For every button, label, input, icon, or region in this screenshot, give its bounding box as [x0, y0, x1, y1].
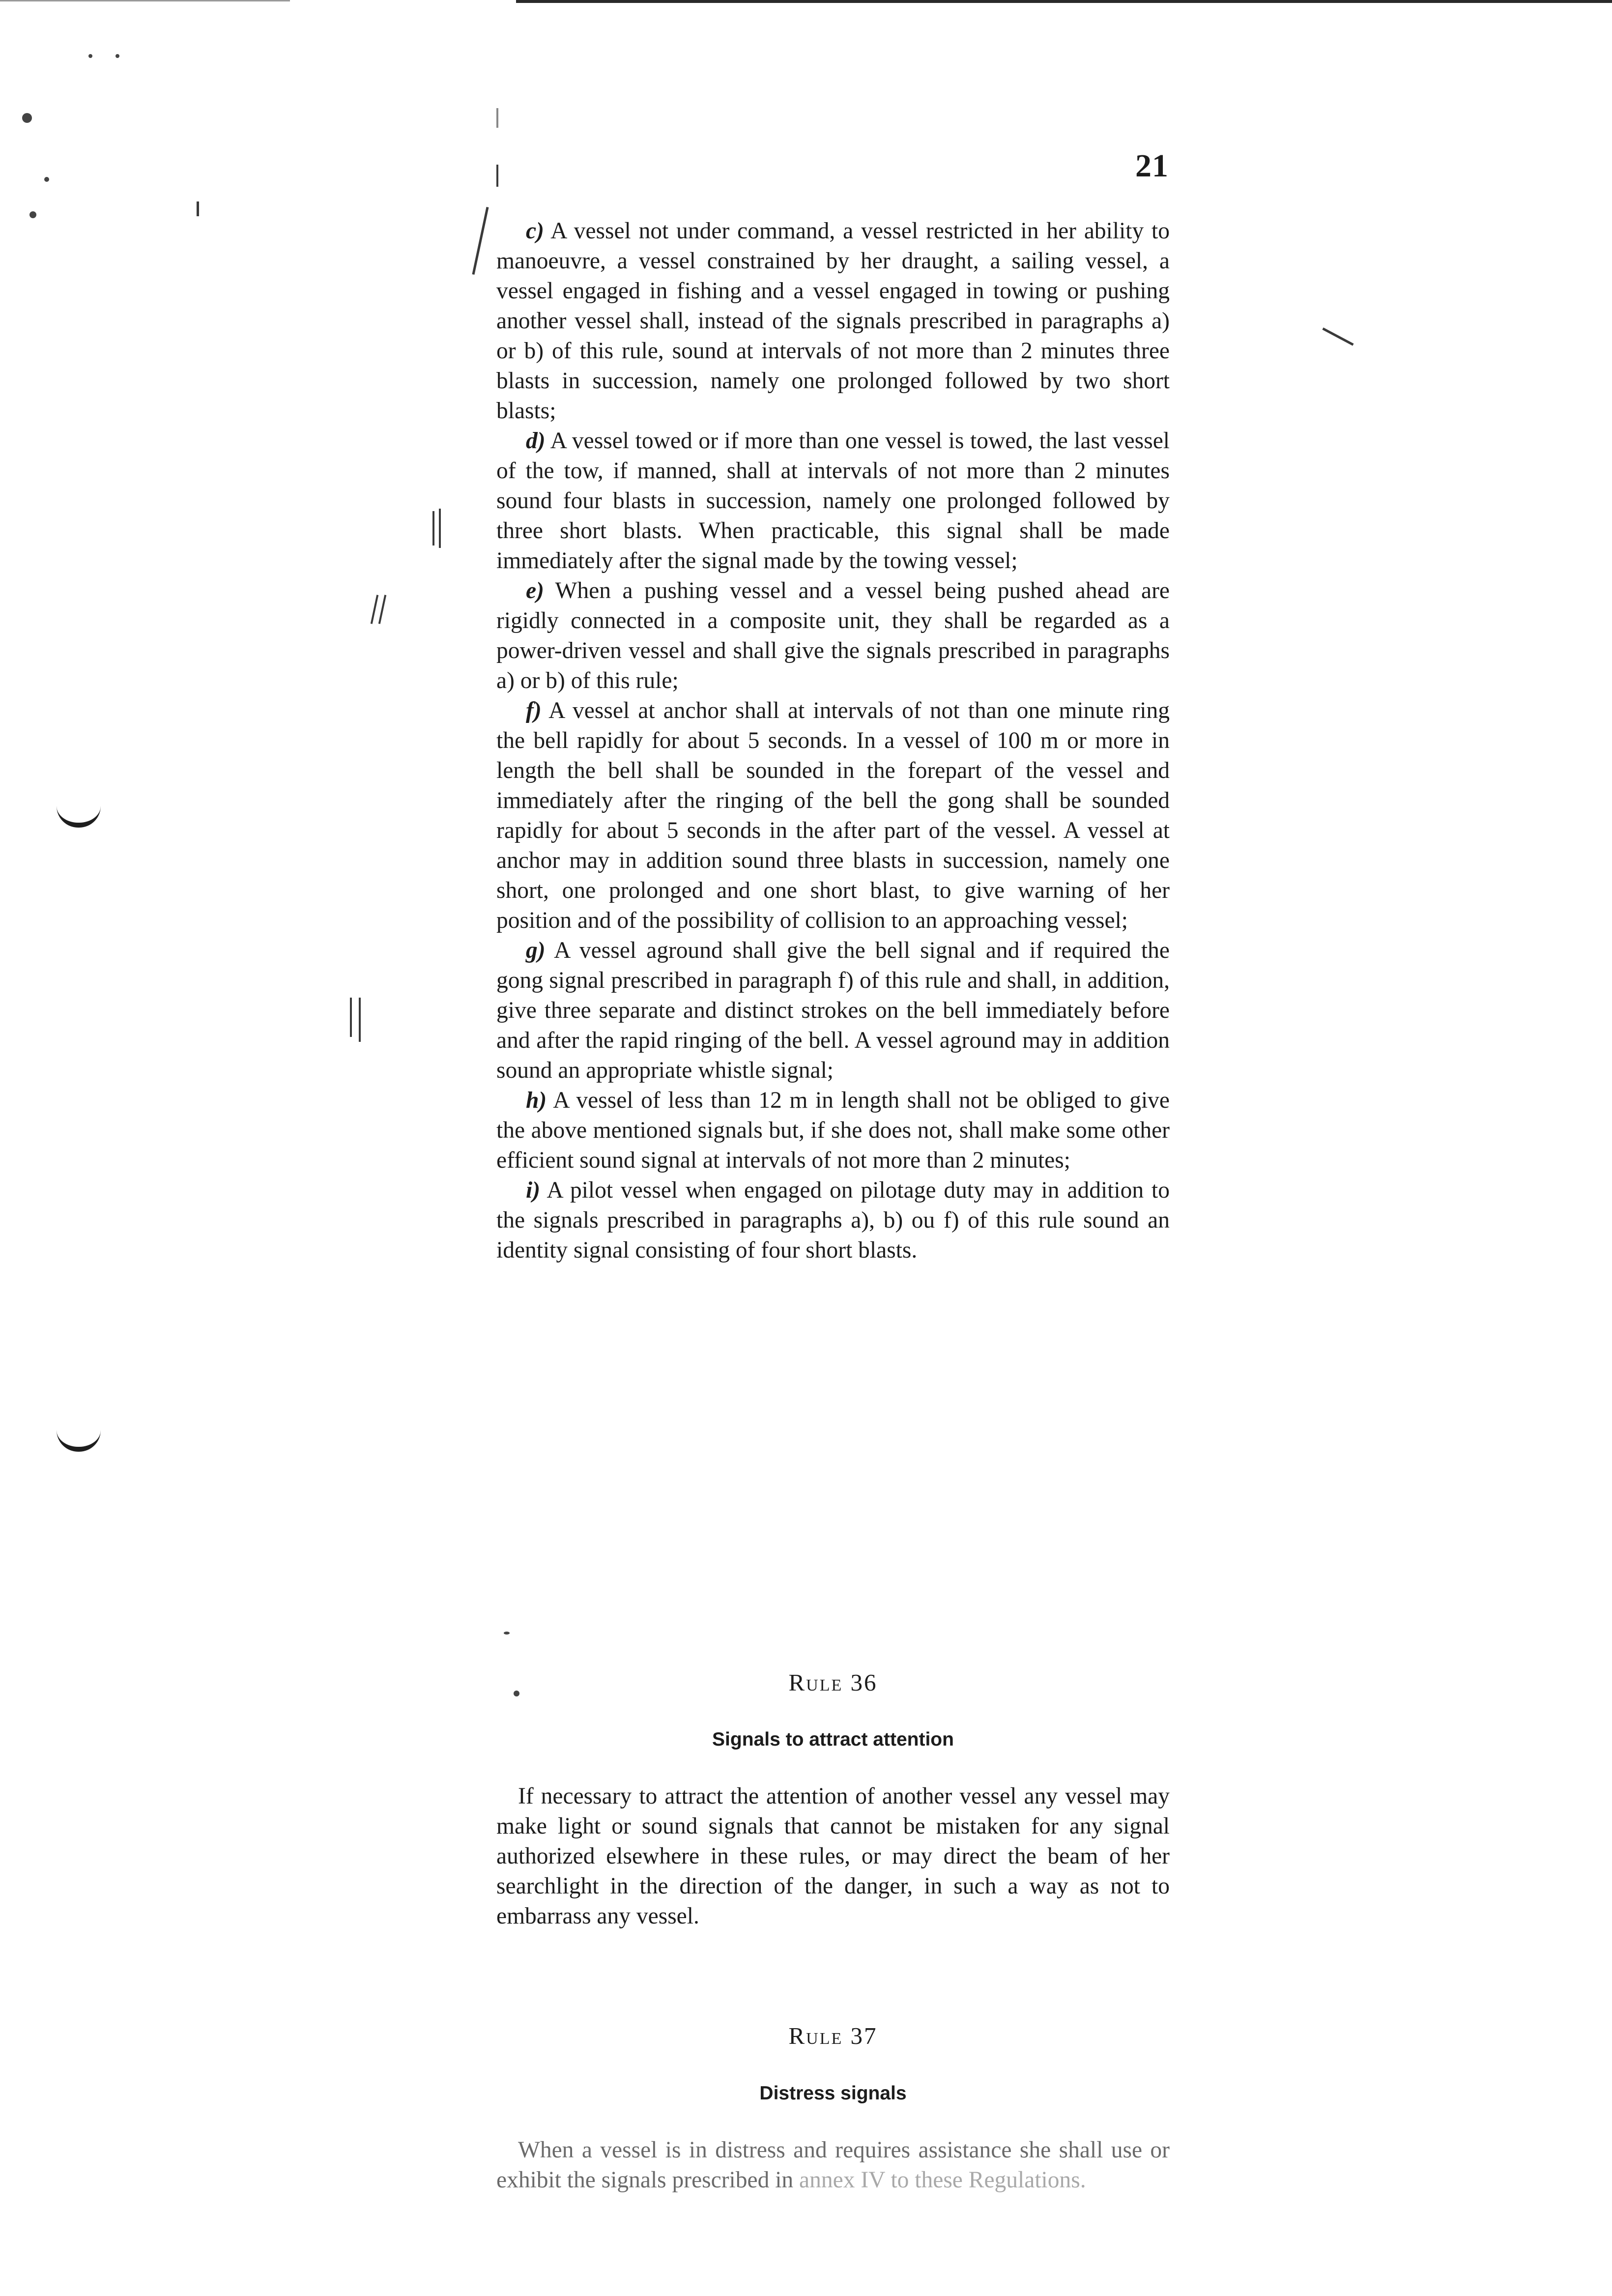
scan-artifact-mark — [371, 595, 378, 624]
scan-artifact-dot — [44, 177, 49, 182]
paragraph-h — [496, 1086, 1170, 1176]
paragraph-g — [496, 936, 1170, 1086]
paragraph-text: A vessel at anchor shall at intervals of not than one minute ring the bell rapidly for about 5 seconds. In a vessel of 100 m or more in length the bell shall be sounded in the forepart of the vessel and immediately after the ringing of the bell the gong shall be sounded rapidly for about 5 seconds in the after part of the vessel. A vessel at anchor may in addition sound three blasts in succession, namely one short, one prolonged and one short blast, to give warning of her position and of the possibility of collision to an approaching vessel; — [496, 698, 1170, 933]
scan-edge-top — [516, 0, 1612, 3]
scan-artifact-dot — [29, 211, 36, 218]
rule-36-text: If necessary to attract the attention of another vessel any vessel may make light or sound signals that cannot be mistaken for any signal authorized elsewhere in these rules, or may direct the beam of her searchlight in the direction of the danger, in such a way as not to embarrass any vessel. — [496, 1783, 1170, 1929]
paragraph-text: A vessel towed or if more than one vessel is towed, the last vessel of the tow, if manned, shall at intervals of not more than 2 minutes sound four blasts in succession, namely one prolonged followed by three short blasts. When practicable, this signal shall be made immediately after the signal made by the towing vessel; — [496, 428, 1170, 574]
scan-artifact-dot — [115, 54, 119, 58]
scan-artifact-mark — [432, 511, 434, 545]
scan-artifact-dot — [514, 1691, 519, 1696]
paragraph-label: c) — [526, 218, 544, 244]
scan-artifact-mark — [496, 108, 498, 128]
rule-36-heading: Rule 36 — [788, 1669, 878, 1696]
paragraph-f — [496, 696, 1170, 936]
scan-artifact-mark — [359, 998, 361, 1042]
scan-artifact-mark — [496, 165, 498, 187]
scan-edge-left — [0, 0, 290, 1]
scan-artifact-mark — [350, 998, 352, 1037]
paragraph-label: e) — [526, 578, 544, 603]
scan-artifact-curve — [57, 806, 101, 828]
paragraph-text: A vessel not under command, a vessel restricted in her ability to manoeuvre, a vessel constrained by her draught, a sailing vessel, a vessel engaged in fishing and a vessel engaged in towing or pushing another vessel shall, instead of the signals prescribed in paragraphs a) or b) of this rule, sound at intervals of not more than 2 minutes three blasts in succession, namely one prolonged followed by two short blasts; — [496, 218, 1170, 424]
rule-37-text-visible: When a vessel is in distress and requires assistance she shall use or exhibit the signals prescribed in — [496, 2137, 1170, 2193]
paragraph-label: h) — [526, 1088, 547, 1113]
scan-artifact-mark — [439, 509, 441, 548]
rule-37-text — [496, 2135, 1170, 2195]
rule-37-subtitle: Distress signals — [759, 2083, 907, 2104]
scan-artifact-dot — [22, 113, 32, 123]
scan-artifact-dot — [88, 54, 92, 58]
paragraph-d — [496, 426, 1170, 576]
paragraph-label: d) — [526, 428, 546, 454]
paragraph-label: g) — [526, 938, 546, 963]
page-number: 21 — [1135, 148, 1169, 184]
scan-artifact-mark — [1322, 327, 1353, 345]
paragraph-i — [496, 1176, 1170, 1265]
paragraph-label: f) — [526, 698, 542, 723]
scan-artifact-dot — [504, 1632, 510, 1635]
paragraph-text: A vessel of less than 12 m in length shall not be obliged to give the above mentioned signals but, if she does not, shall make some other efficient sound signal at intervals of not more than 2 minutes; — [496, 1088, 1170, 1173]
scan-artifact-curve — [57, 1430, 101, 1452]
rule-35-continued — [496, 216, 1170, 1265]
paragraph-text: A vessel aground shall give the bell signal and if required the gong signal prescribed in paragraph f) of this rule and shall, in addition, give three separate and distinct strokes on the bell immediately before and after the rapid ringing of the bell. A vessel aground may in addition sound an appropriate whistle signal; — [496, 938, 1170, 1083]
paragraph-e — [496, 576, 1170, 696]
paragraph-text: When a pushing vessel and a vessel being pushed ahead are rigidly connected in a composite unit, they shall be regarded as a power-driven vessel and shall give the signals prescribed in paragraphs a) or b) of this rule; — [496, 578, 1170, 693]
scan-artifact-mark — [197, 201, 199, 216]
scan-artifact-mark — [472, 207, 489, 275]
rule-37-heading: Rule 37 — [788, 2022, 878, 2049]
paragraph-text: A pilot vessel when engaged on pilotage duty may in addition to the signals prescribed in paragraphs a), b) ou f) of this rule sound an identity signal consisting of four short blasts. — [496, 1177, 1170, 1263]
rule-37-text-faint: annex IV to these Regulations. — [799, 2167, 1086, 2193]
paragraph-label: i) — [526, 1177, 541, 1203]
rule-36-subtitle: Signals to attract attention — [712, 1729, 954, 1750]
scan-artifact-mark — [378, 595, 386, 624]
paragraph-c — [496, 216, 1170, 426]
